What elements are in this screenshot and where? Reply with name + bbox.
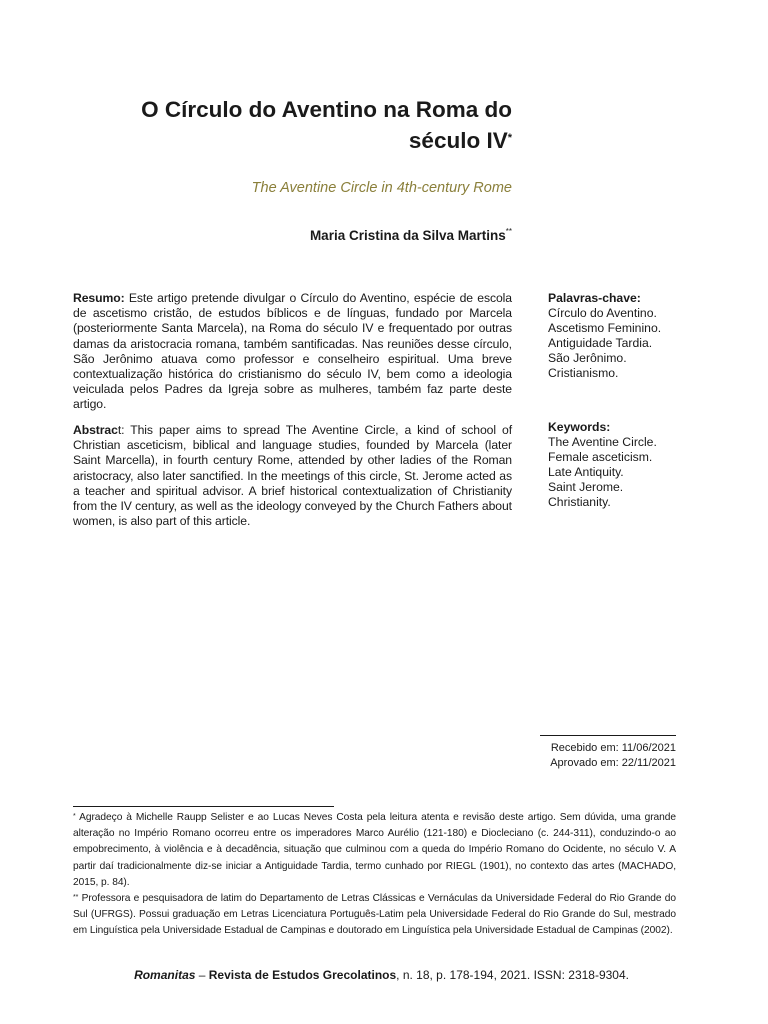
- keywords-pt: [548, 291, 748, 381]
- keywords-pt-heading: Palavras-chave:: [548, 291, 641, 305]
- abstract-text: t: This paper aims to spread The Aventine Circle, a kind of school of Christian asceticism, biblical and language studies, founded by Marcela (later Saint Marcella), in fourth century Rome, attended by other ladies of the Roman aristocracy, also later sanctified. In the meetings of this circle, St. Jerome acted as a teacher and spiritual advisor. A brief historical contextualization of Christianity from the IV century, as well as the ideology conveyed by the Church Fathers about women, is also part of this article.: [73, 423, 512, 529]
- footnote-1-mark: *: [73, 813, 76, 820]
- journal-separator: –: [195, 968, 209, 982]
- keyword-en-item: The Aventine Circle.: [548, 435, 657, 449]
- keyword-pt-item: Cristianismo.: [548, 366, 619, 380]
- keyword-en-item: Christianity.: [548, 495, 611, 509]
- keyword-en-item: Saint Jerome.: [548, 480, 624, 494]
- journal-citation: , n. 18, p. 178-194, 2021. ISSN: 2318-9304.: [396, 968, 629, 982]
- keywords-en: [548, 420, 748, 510]
- submission-dates: [500, 741, 676, 771]
- keyword-pt-item: São Jerônimo.: [548, 351, 627, 365]
- resumo-paragraph: [73, 291, 512, 413]
- footnote-2-mark: **: [73, 894, 79, 902]
- journal-subtitle: Revista de Estudos Grecolatinos: [208, 968, 397, 982]
- keyword-pt-item: Antiguidade Tardia.: [548, 336, 653, 350]
- author-line: [120, 228, 512, 243]
- article-subtitle: The Aventine Circle in 4th-century Rome: [251, 180, 512, 196]
- journal-footer: [73, 968, 629, 982]
- keyword-en-item: Female asceticism.: [548, 450, 653, 464]
- footnotes: [73, 810, 676, 940]
- footnote-1: [73, 810, 676, 891]
- author-footnote-mark[interactable]: **: [505, 227, 512, 236]
- footnote-2: [73, 891, 676, 940]
- received-date: Recebido em: 11/06/2021: [550, 742, 676, 754]
- approved-date: Aprovado em: 22/11/2021: [550, 757, 676, 769]
- article-title-line-1: O Círculo do Aventino na Roma do: [141, 97, 512, 122]
- footnote-1-text: Agradeço à Michelle Raupp Selister e ao Lucas Neves Costa pela leitura atenta e revisão deste artigo. Sem dúvida, uma grande alteração no Império Romano ocorreu entre os imperadores Marco Aurélio (121-180) e Diocleciano (c. 244-311), conduzindo-o ao empobrecimento, à violência e à decadência, situação que culminou com a queda do Império Romano do Ocidente, no século V. A partir daí tradicionalmente diz-se iniciar a Antiguidade Tardia, termo cunhado por RIEGL (1901), no contexto das artes (MACHADO, 2015, p. 84).: [73, 812, 676, 888]
- keyword-pt-item: Ascetismo Feminino.: [548, 321, 662, 335]
- title-footnote-mark[interactable]: *: [507, 132, 512, 144]
- keywords-en-heading: Keywords:: [548, 420, 611, 434]
- abstract-label: Abstrac: [73, 423, 118, 437]
- article-title-line-2: [120, 125, 512, 156]
- abstract-paragraph: [73, 423, 512, 529]
- dates-divider: [540, 735, 676, 736]
- article-title: [120, 94, 512, 156]
- keyword-pt-item: Círculo do Aventino.: [548, 306, 657, 320]
- resumo-text: Este artigo pretende divulgar o Círculo do Aventino, espécie de escola de ascetismo cristão, de estudos bíblicos e de línguas, fundado por Marcela (posteriormente Santa Marcela), na Roma do século IV e frequentado por outras damas da aristocracia romana, também santificadas. Nas reuniões desse círculo, São Jerônimo atuava como professor e conselheiro espiritual. Uma breve contextualização histórica do cristianismo do século IV, bem como a ideologia veiculada pelos Padres da Igreja sobre as mulheres, também faz parte deste artigo.: [73, 291, 512, 412]
- resumo-label: Resumo:: [73, 291, 125, 305]
- footnote-divider: [73, 806, 334, 807]
- journal-name: Romanitas: [134, 968, 196, 982]
- footnote-2-text: Professora e pesquisadora de latim do Departamento de Letras Clássicas e Vernáculas da Universidade Federal do Rio Grande do Sul (UFRGS). Possui graduação em Letras Licenciatura Português-Latim pela Universidade Federal do Rio Grande do Sul, mestrado em Linguística pela Universidade Estadual de Campinas e doutorado em Linguística pela Universidade Estadual de Campinas (2002).: [73, 893, 676, 937]
- author-name: Maria Cristina da Silva Martins: [309, 228, 506, 243]
- keyword-en-item: Late Antiquity.: [548, 465, 624, 479]
- article-title-line-2-text: século IV: [408, 128, 508, 153]
